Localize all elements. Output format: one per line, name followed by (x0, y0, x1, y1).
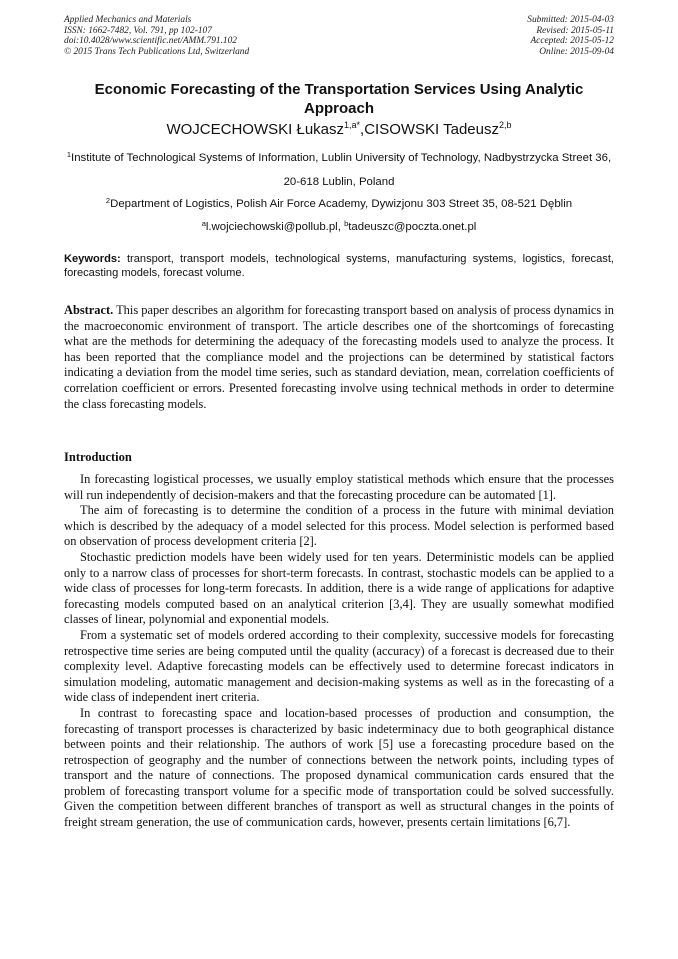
keywords-section (64, 253, 614, 280)
journal-name: Applied Mechanics and Materials (64, 15, 192, 25)
introduction-body (64, 472, 614, 831)
keywords-text: transport, transport models, technological systems, manufacturing systems, logistics, forecast, forecasting models, forecast volume. (64, 253, 614, 279)
journal-header-left (64, 15, 249, 57)
abstract-text: This paper describes an algorithm for forecasting transport based on analysis of process dynamics in the macroeconomic environment of transport. The article describes one of the shortcomings of forecasting what are the methods for determining the adequacy of the forecasting models used to analyze the process. It has been reported that the compliance model and the projections can be determined by statistical factors indicating a deviation from the model time series, such as standard deviation, mean, correlation coefficients of correlation coefficient or errors. Presented forecasting involve using technical methods in order to determine the class forecasting models. (64, 303, 614, 411)
email-2: tadeuszc@poczta.onet.pl (348, 221, 477, 233)
author-separator: , (360, 121, 365, 138)
email-separator: , (337, 221, 345, 233)
email-1-marker: a (201, 219, 206, 228)
author-2: CISOWSKI Tadeusz (364, 121, 499, 138)
issn-line: ISSN: 1662-7482, Vol. 791, pp 102-107 (64, 25, 212, 36)
keywords-label: Keywords: (64, 253, 121, 265)
copyright-line: © 2015 Trans Tech Publications Ltd, Switzerland (64, 46, 250, 57)
accepted-date: Accepted: 2015-05-12 (530, 36, 614, 46)
paragraph: In contrast to forecasting space and location-based processes of production and consumption, the forecasting of transport processes is characterized by basic indeterminacy due to both geographical distance between points and their relationship. The authors of work [5] use a forecasting procedure based on the retrospection of geography and the number of connections between the network points, including types of transport and the nature of connections. The proposed dynamical communication cards ensured that the problem of forecasting transport volume for a specific mode of transportation could be solved successfully. Given the competition between different branches of transport as well as structural changes in the points of freight stream generation, the use of communication cards, however, presents certain limitations [6,7]. (64, 705, 614, 830)
email-2-marker: b (344, 219, 349, 228)
paragraph: In forecasting logistical processes, we usually employ statistical methods which ensure that the processes will run independently of decision-makers and that the forecasting procedure can be automated [1]. (64, 472, 614, 502)
online-date: Online: 2015-09-04 (539, 46, 614, 57)
affiliation-2 (64, 192, 614, 216)
email-1: l.wojciechowski@pollub.pl (205, 221, 338, 233)
affiliation-1 (64, 146, 614, 194)
affiliation-1-text: Institute of Technological Systems of Information, Lublin University of Technology, Nadbystrzycka Street 36, 20-618 Lublin, Poland (71, 152, 612, 188)
affiliation-1-marker: 1 (66, 150, 72, 159)
doi-line: doi:10.4028/www.scientific.net/AMM.791.102 (64, 36, 237, 46)
author-2-affiliation-marker: 2,b (498, 120, 512, 130)
revised-date: Revised: 2015-05-11 (536, 25, 614, 36)
affiliation-2-marker: 2 (105, 196, 111, 205)
paper-title: Economic Forecasting of the Transportation Services Using Analytic Approach (94, 81, 584, 117)
affiliation-2-text: Department of Logistics, Polish Air Force Academy, Dywizjonu 303 Street 35, 08-521 Dęblin (110, 198, 573, 210)
author-1-affiliation-marker: 1,a* (344, 120, 361, 130)
paragraph: The aim of forecasting is to determine the condition of a process in the future with minimal deviation which is described by the adequacy of a model selected for this process. Model selection is performed based on observation of process development criteria [2]. (64, 503, 614, 549)
author-line (64, 121, 614, 139)
journal-header-right (527, 15, 614, 57)
introduction-heading: Introduction (64, 450, 132, 464)
abstract-section (64, 303, 614, 412)
author-1: WOJCECHOWSKI Łukasz (166, 121, 345, 138)
submitted-date: Submitted: 2015-04-03 (527, 15, 614, 25)
email-line (64, 215, 614, 239)
paragraph: Stochastic prediction models have been widely used for ten years. Deterministic models can be applied only to a narrow class of processes for short-term forecasts. In contrast, stochastic models can be applied to a wide class of processes for long-term forecasts. In addition, there is a wide range of applications for adaptive forecasting models computed based on an analytical criterion [3,4]. They are usually somewhat modified classes of linear, polynomial and exponential models. (64, 549, 614, 627)
abstract-label: Abstract. (64, 303, 114, 317)
paragraph: From a systematic set of models ordered according to their complexity, successive models for forecasting retrospective time series are being computed until the quality (accuracy) of a forecast is decreased due to their complexity level. Adaptive forecasting models can be effectively used to determine forecast indicators in simulation modeling, automatic management and decision-making systems as well as in the forecasting of a wide class of independent inert criteria. (64, 627, 614, 705)
